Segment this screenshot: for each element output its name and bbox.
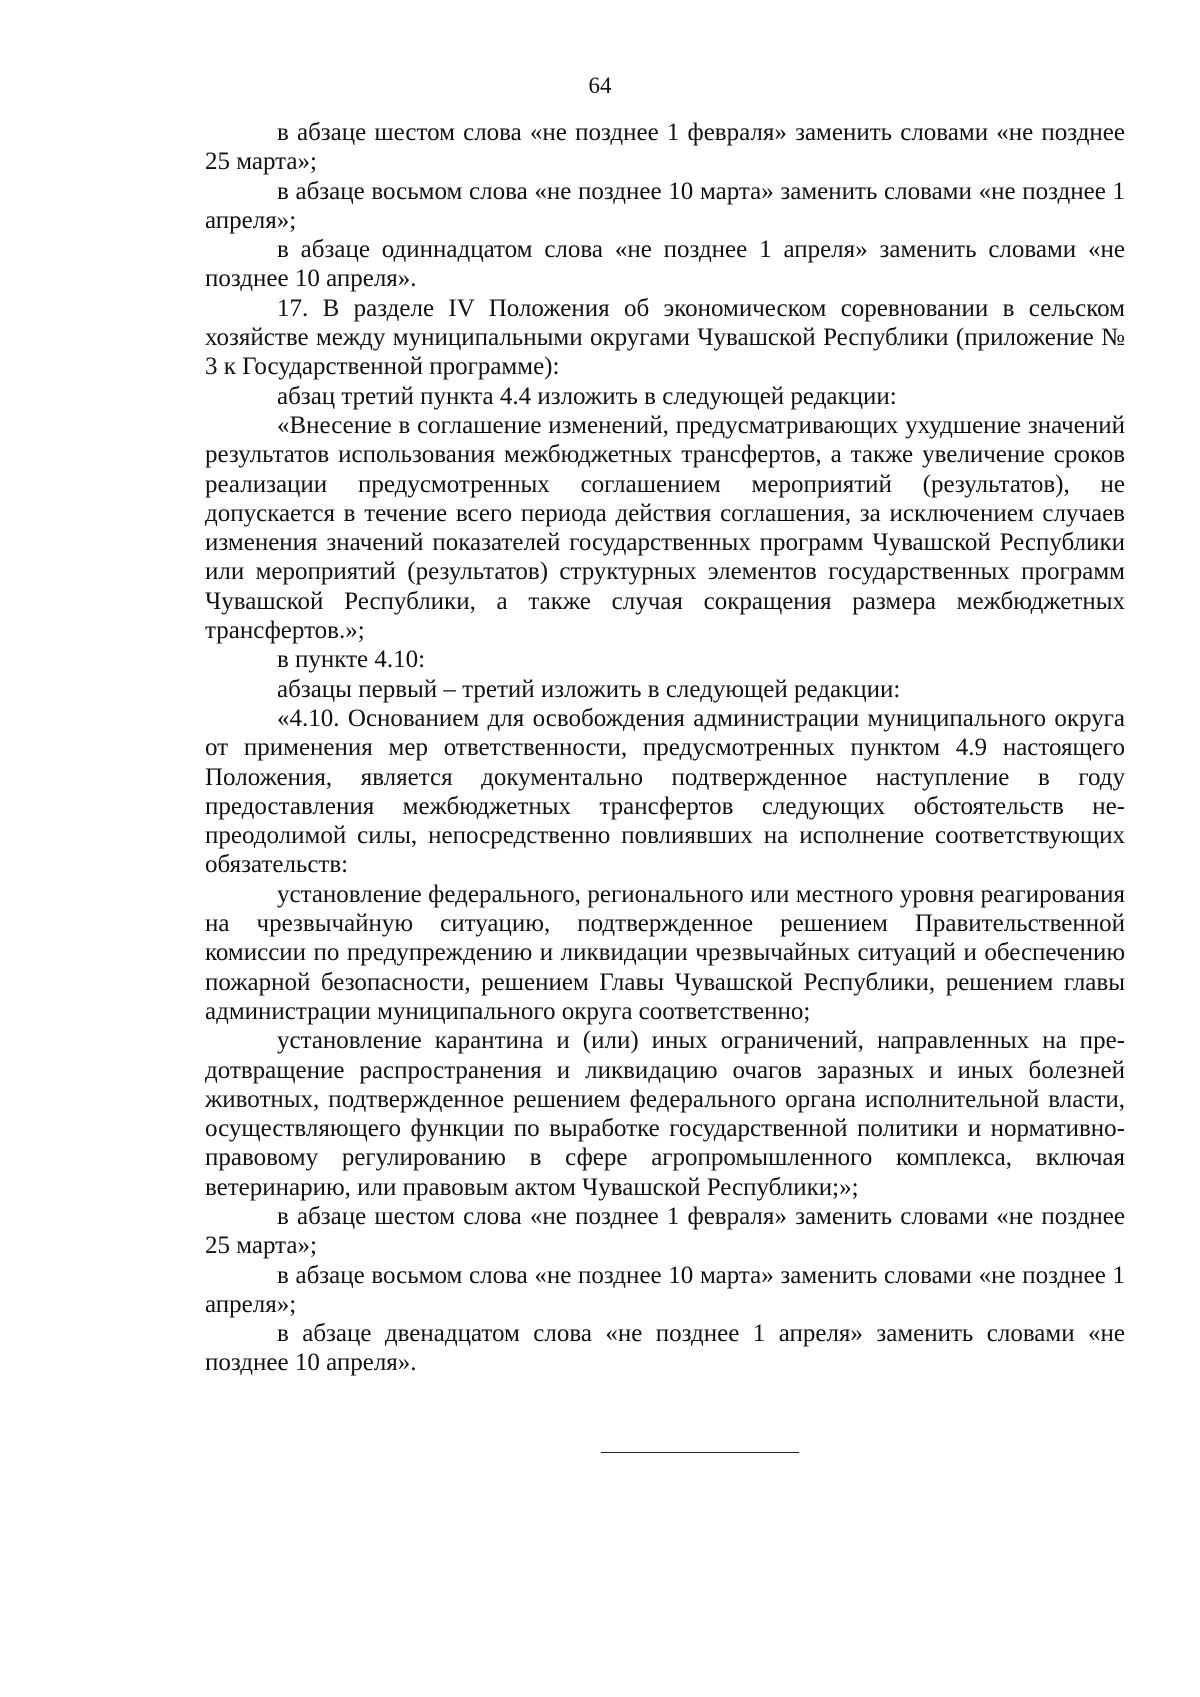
paragraph: установление карантина и (или) иных ограничений, направленных на предотвращение распространения и ликвидацию очагов заразных и иных болезней животных, подтвержденное решением федерального органа исполнительной власти, осуществляющего функции по выработке государственной политики и нормативно-правовому регулированию в сфере агропромышленного комплекса, включая ветеринарию, или правовым актом Чувашской Республики;»; xyxy=(205,1027,1125,1201)
page-number: 64 xyxy=(588,73,612,98)
paragraph: установление федерального, регионального или местного уровня реагирования на чрезвычайную ситуацию, подтвержденное решением Правительственной комиссии по предупреждению и ликвидации чрезвычайных ситуаций и обеспечению пожарной безопасности, решением Главы Чувашской Республики, решением главы администрации муниципального округа соответственно; xyxy=(205,880,1125,1025)
paragraph: в абзаце двенадцатом слова «не позднее 1 апреля» заменить словами «не позднее 10 апреля». xyxy=(205,1320,1125,1377)
paragraph: в абзаце шестом слова «не позднее 1 февраля» заменить словами «не позднее 25 марта»; xyxy=(205,1202,1125,1260)
paragraph: абзацы первый – третий изложить в следующей редакции: xyxy=(277,675,901,703)
end-separator-line xyxy=(601,1452,799,1453)
paragraph: в абзаце восьмом слова «не позднее 10 марта» заменить словами «не позднее 1 апреля»; xyxy=(205,1261,1125,1318)
paragraph: 17. В разделе IV Положения об экономическом соревновании в сельском хозяйстве между муниципальными округами Чувашской Республики (приложение № 3 к Государственной программе): xyxy=(205,294,1125,381)
document-body xyxy=(205,118,1125,1378)
paragraph: в абзаце одиннадцатом слова «не позднее 1 апреля» заменить словами «не позднее 10 апреля». xyxy=(205,236,1125,293)
paragraph: в пункте 4.10: xyxy=(277,646,426,674)
paragraph: «Внесение в соглашение изменений, предусматривающих ухудшение значений результатов использования межбюджетных трансфертов, а также увеличение сроков реализации предусмотренных соглашением мероприятий (результатов), не допускается в течение всего периода действия соглашения, за исключением случаев изменения значений показателей государственных программ Чувашской Республики или мероприятий (результатов) структурных элементов государственных программ Чувашской Республики, а также случая сокращения размера межбюджетных трансфертов.»; xyxy=(205,411,1125,645)
paragraph: абзац третий пункта 4.4 изложить в следующей редакции: xyxy=(277,382,897,410)
paragraph: «4.10. Основанием для освобождения администрации муниципального округа от применения мер ответственности, предусмотренных пунктом 4.9 настоящего Положения, является документально подтвержденное наступление в году предоставления межбюджетных трансфертов следующих обстоятельств непреодолимой силы, непосредственно повлиявших на исполнение соответствующих обязательств: xyxy=(205,704,1125,879)
paragraph: в абзаце шестом слова «не позднее 1 февраля» заменить словами «не позднее 25 марта»; xyxy=(205,119,1125,176)
paragraph: в абзаце восьмом слова «не позднее 10 марта» заменить словами «не позднее 1 апреля»; xyxy=(205,177,1125,234)
